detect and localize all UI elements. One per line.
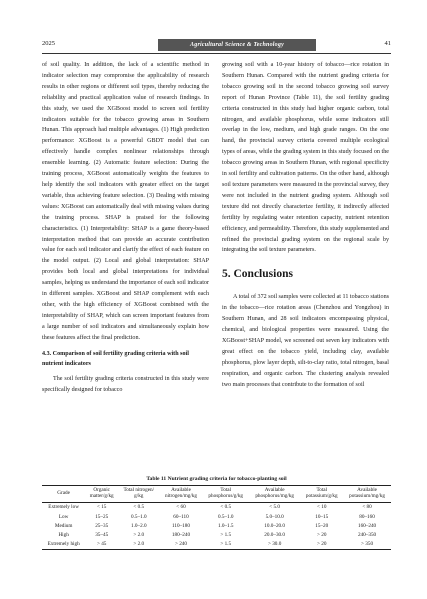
table-header-text: Total (316, 487, 328, 493)
table-header-row (42, 486, 391, 503)
grade-cell: Low (58, 513, 69, 520)
right-paragraph-1: growing soil with a 10-year history of tobacco—rice rotation in Southern Hunan. Compared with the nutrient grading criteria for tobacco growing soil in the second tobacco growing soil survey report of Hunan Province (Table 11), the soil fertility grading criteria constructed in this study had higher organic carbon, total nitrogen, and available phosphorus, while some indicators still overlap in the low, medium, and high grade ranges. On the one hand, the provincial survey criteria covered multiple ecological types of areas, while the grading system in this study focused on the tobacco growing areas in Southern Hunan, with regional specificity in soil fertility and cultivation patterns. On the other hand, although soil texture parameters were measured in the provincial survey, they were not included in the nutrient grading system. Although soil texture did not directly characterize fertility, it indirectly affected fertility by regulating water retention capacity, nutrient retention efficiency, and permeability. Therefore, this study supplemented and refined the provincial grading system on the regional scale by integrating the soil texture parameters. (222, 62, 389, 254)
value-cell: < 15 (96, 504, 107, 511)
table-header-text: nitrogen/mg/kg (164, 493, 197, 500)
table-header-text: Organic (93, 487, 110, 493)
value-cell: > 1.5 (220, 531, 232, 538)
value-cell: 160–240 (357, 522, 377, 529)
table-row (42, 521, 391, 530)
value-cell: < 5.0 (269, 504, 280, 511)
table-header-text: Available (357, 487, 377, 493)
value-cell: > 1.5 (203, 540, 249, 550)
value-cell: 0.5–1.0 (131, 513, 147, 520)
value-cell: > 2.0 (133, 531, 145, 538)
table-row (42, 502, 391, 512)
table-header-cell (249, 486, 300, 503)
header-year: 2025 (42, 40, 55, 47)
table-body (42, 502, 391, 549)
table-header-cell (85, 486, 118, 503)
table-header-text: Available (264, 487, 285, 493)
value-cell: 35–45 (95, 531, 109, 538)
left-paragraph-1: of soil quality. In addition, the lack of a scientific method in indicator selection may compromise the applicability of research results in other regions or different soil types, thereby reducing the reliability and practical application value of research findings. In this study, we used the XGBoost model to screen soil fertility indicators suitable for the tobacco growing areas in Southern Hunan. This approach had multiple advantages. (1) High prediction performance: XGBoost is a powerful GBDT model that can effectively handle complex nonlinear relationships through ensemble learning. (2) Automatic feature selection: During the training process, XGBoost automatically weights the features to help identify the soil indicators with greater effect on the target variable, thus achieving feature selection. (3) Dealing with missing values: XGBoost can automatically deal with missing values during the training process. SHAP is praised for the following characteristics. (1) Interpretability: SHAP is a game theory-based interpretation method that can provide an accurate contribution value for each soil indicator and clarify the effect of each feature on the model output. (2) Local and global interpretation: SHAP provides both local and global interpretations for individual samples, helping us understand the importance of each soil indicator in different samples. XGBoost and SHAP complement with each other, with the high efficiency of XGBoost combined with the interpretability of SHAP, which can screen important features from a large number of soil indicators and simultaneously explain how these features affect the final prediction. (42, 62, 209, 341)
value-cell: 80–160 (359, 513, 375, 520)
left-paragraph-2: The soil fertility grading criteria constructed in this study were specifically designed for tobacco (42, 376, 209, 394)
value-cell: > 30.0 (249, 540, 300, 550)
value-cell: 25–35 (95, 522, 109, 529)
value-cell: 10.0–20.0 (264, 522, 286, 529)
table-header-cell (203, 486, 249, 503)
table-header-text: Total (220, 487, 232, 493)
table-header-cell (343, 486, 391, 503)
value-cell: 10–15 (315, 513, 329, 520)
table-header-cell (300, 486, 343, 503)
nutrient-grading-table (42, 485, 391, 550)
table-header-text: matter/g/kg (89, 493, 114, 500)
value-cell: < 0.5 (133, 504, 145, 511)
running-header (42, 39, 391, 53)
header-rule (42, 53, 391, 54)
value-cell: 0.5–1.0 (217, 513, 234, 520)
subsection-heading: 4.3. Comparison of soil fertility grading criteria with soil nutrient indicators (42, 350, 189, 368)
table-header-text: Grade (57, 490, 70, 497)
left-column (42, 60, 209, 396)
table-header-text: Total nitrogen/ (123, 487, 155, 493)
value-cell: 60–110 (173, 513, 189, 520)
table-header-cell (118, 486, 159, 503)
grade-cell: Extremely low (48, 504, 79, 511)
value-cell: < 10 (317, 504, 327, 511)
value-cell: 5.0–10.0 (265, 513, 284, 520)
table-header-text: Available (171, 487, 191, 493)
value-cell: < 80 (362, 504, 372, 511)
journal-name: Agricultural Science & Technology (158, 39, 316, 51)
table-row (42, 530, 391, 539)
grade-cell: Extremely high (42, 540, 85, 550)
value-cell: > 45 (85, 540, 118, 550)
value-cell: 15–20 (315, 522, 329, 529)
table-caption: Table 11 Nutrient grading criteria for tobacco-planting soil (146, 476, 287, 482)
value-cell: < 0.5 (220, 504, 232, 511)
table-header-text: potassium/mg/kg (349, 493, 385, 500)
value-cell: > 20 (300, 540, 343, 550)
value-cell: 1.0–2.0 (131, 522, 147, 529)
value-cell: 240–350 (357, 531, 377, 538)
table-header-cell (159, 486, 202, 503)
value-cell: 110–180 (172, 522, 190, 529)
value-cell: > 20 (317, 531, 327, 538)
table-header-cell (42, 486, 85, 503)
value-cell: 1.0–1.5 (217, 522, 234, 529)
value-cell: < 60 (176, 504, 186, 511)
value-cell: > 240 (159, 540, 202, 550)
table-row (42, 512, 391, 521)
value-cell: 15–25 (95, 513, 109, 520)
value-cell: > 350 (343, 540, 391, 550)
page-number: 41 (384, 40, 391, 47)
value-cell: 20.0–30.0 (264, 531, 286, 538)
section-heading: 5. Conclusions (222, 268, 293, 281)
value-cell: 180–240 (171, 531, 191, 538)
right-column (222, 60, 389, 390)
table-row (42, 540, 391, 550)
right-paragraph-2: A total of 372 soil samples were collected at 11 tobacco stations in the tobacco—rice rotation areas (Chenzhou and Yongzhou) in Southern Hunan, and 28 soil indicators encompassing physical, chemical, and biological properties were measured. Using the XGBoost+SHAP model, we screened out seven key indicators with great effect on the tobacco yield, including clay, available phosphorus, plow layer depth, silt-to-clay ratio, total nitrogen, basal respiration, and organic carbon. The clustering analysis revealed two main processes that contribute to the formation of soil (222, 294, 389, 388)
value-cell: > 2.0 (118, 540, 159, 550)
table-header-text: phosphorus/g/kg (208, 493, 244, 500)
grade-cell: High (58, 531, 69, 538)
table-header-text: potassium/g/kg (305, 493, 338, 500)
table-header-text: phosphorus/mg/kg (255, 493, 294, 500)
grade-cell: Medium (54, 522, 73, 529)
table-header-text: g/kg (134, 493, 144, 500)
